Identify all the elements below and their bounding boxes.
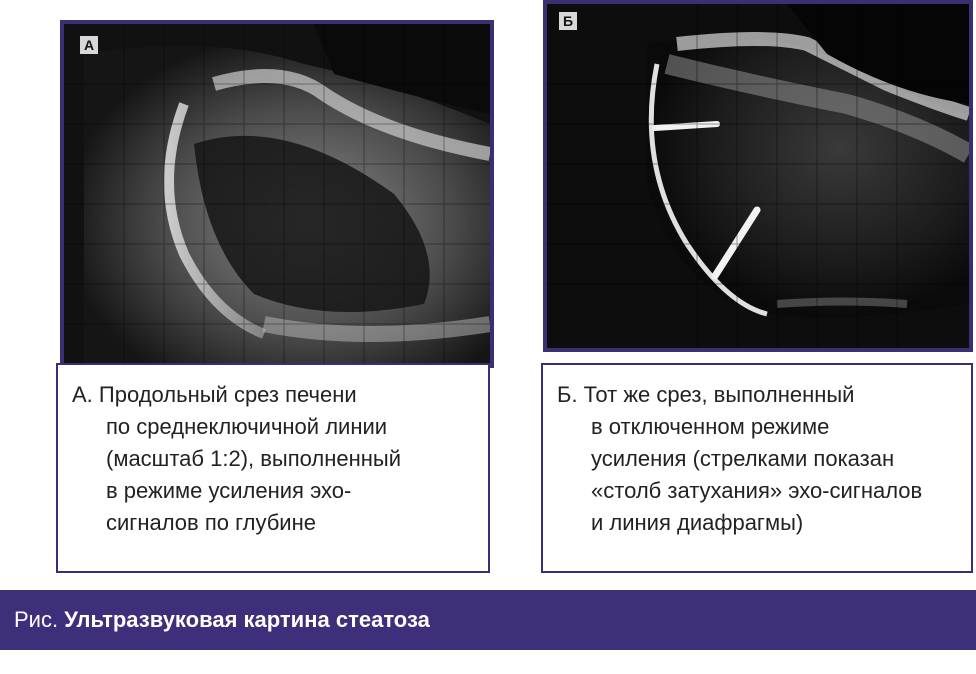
figure-caption-title: Ультразвуковая картина стеатоза (64, 607, 430, 632)
caption-b-line: Б. Тот же срез, выполненный (557, 382, 855, 407)
figure-caption-bar (0, 590, 976, 650)
caption-a-line: в режиме усиления эхо- (106, 478, 352, 503)
caption-b (541, 363, 973, 573)
caption-a-line: А. Продольный срез печени (72, 382, 357, 407)
ultrasound-image-b (543, 0, 973, 352)
caption-a-line: сигналов по глубине (106, 510, 316, 535)
ultrasound-scan-a (64, 24, 490, 364)
caption-b-line: усиления (стрелками показан (591, 446, 895, 471)
caption-b-line: в отключенном режиме (591, 414, 830, 439)
caption-b-line: «столб затухания» эхо-сигналов (591, 478, 923, 503)
panel-letter-b: Б (559, 12, 577, 30)
caption-b-line: и линия диафрагмы) (591, 510, 804, 535)
ultrasound-scan-b (547, 4, 969, 348)
ultrasound-image-a (60, 20, 494, 368)
caption-a-line: по среднеключичной линии (106, 414, 388, 439)
figure-caption-prefix: Рис. (14, 607, 59, 632)
arrow-diaphragm (655, 124, 717, 128)
caption-a (56, 363, 490, 573)
panel-letter-a: А (80, 36, 98, 54)
caption-a-line: (масштаб 1:2), выполненный (106, 446, 402, 471)
